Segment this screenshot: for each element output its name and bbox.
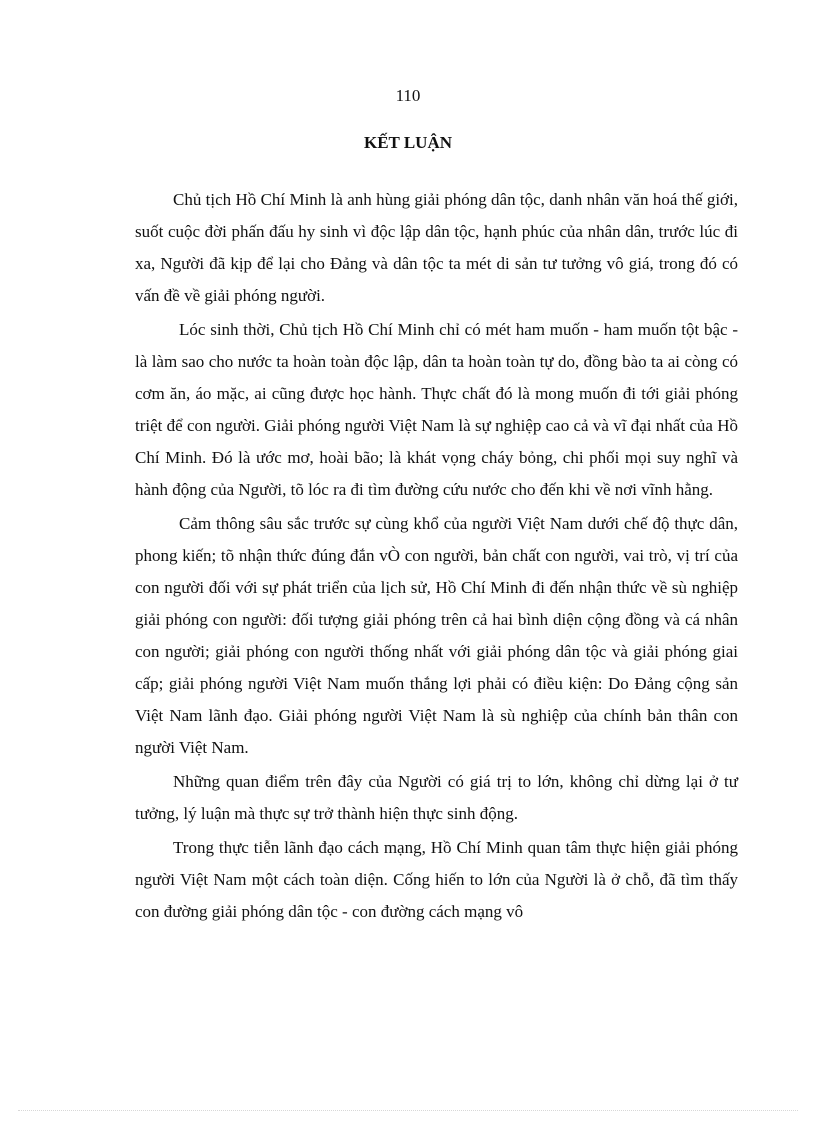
paragraph-3: Cảm thông sâu sắc trước sự cùng khổ của người Việt Nam dưới chế độ thực dân, phong kiến; tõ nhận thức đúng đắn vÒ con người, bản chất con người, vai trò, vị trí của con người đối với sự phát triển của lịch sử, Hồ Chí Minh đi đến nhận thức về sù nghiệp giải phóng con người: đối tượng giải phóng trên cả hai bình diện cộng đồng và cá nhân con người; giải phóng con người thống nhất với giải phóng dân tộc và giải phóng giai cấp; giải phóng người Việt Nam muốn thắng lợi phải có điều kiện: Do Đảng cộng sản Việt Nam lãnh đạo. Giải phóng người Việt Nam là sù nghiệp của chính bản thân con người Việt Nam. bbox=[135, 514, 738, 757]
page-number: 110 bbox=[395, 86, 421, 105]
paragraph-1: Chủ tịch Hồ Chí Minh là anh hùng giải phóng dân tộc, danh nhân văn hoá thế giới, suốt cuộc đời phấn đấu hy sinh vì độc lập dân tộc, hạnh phúc của nhân dân, trước lúc đi xa, Người đã kịp để lại cho Đảng và dân tộc ta mét di sản tư tưởng vô giá, trong đó có vấn đề về giải phóng người. bbox=[135, 190, 738, 305]
paragraph-5: Trong thực tiễn lãnh đạo cách mạng, Hồ Chí Minh quan tâm thực hiện giải phóng người Việt Nam một cách toàn diện. Cống hiến to lớn của Người là ở chỗ, đã tìm thấy con đường giải phóng dân tộc - con đường cách mạng vô bbox=[135, 838, 738, 921]
paragraph-2: Lóc sinh thời, Chủ tịch Hồ Chí Minh chỉ có mét ham muốn - ham muốn tột bậc - là làm sao cho nước ta hoàn toàn độc lập, dân ta hoàn toàn tự do, đồng bào ta ai còng có cơm ăn, áo mặc, ai cũng được học hành. Thực chất đó là mong muốn đi tới giải phóng triệt để con người. Giải phóng người Việt Nam là sự nghiệp cao cả và vĩ đại nhất của Hồ Chí Minh. Đó là ước mơ, hoài bão; là khát vọng cháy bỏng, chi phối mọi suy nghĩ và hành động của Người, tõ lóc ra đi tìm đường cứu nước cho đến khi về nơi vĩnh hằng. bbox=[135, 320, 738, 499]
bottom-divider bbox=[18, 1110, 798, 1111]
section-heading: KẾT LUẬN bbox=[363, 133, 452, 152]
body-text bbox=[135, 184, 738, 930]
paragraph-4: Những quan điểm trên đây của Người có giá trị to lớn, không chỉ dừng lại ở tư tưởng, lý luận mà thực sự trở thành hiện thực sinh động. bbox=[135, 772, 738, 823]
